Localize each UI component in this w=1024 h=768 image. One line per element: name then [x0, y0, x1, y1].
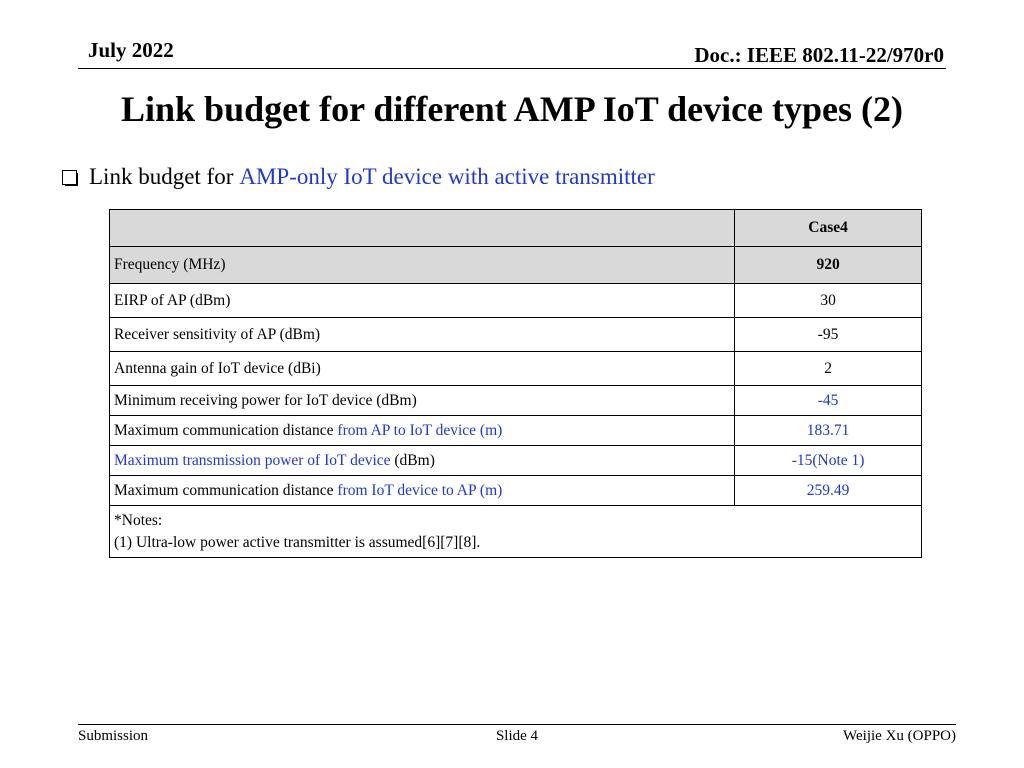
- row-label: [110, 446, 735, 476]
- row-value: 30: [735, 284, 922, 318]
- bullet-highlight: AMP-only IoT device with active transmitter: [239, 164, 655, 189]
- row-value: 259.49: [735, 476, 922, 506]
- table-header-row: [110, 210, 922, 247]
- notes-line: (1) Ultra-low power active transmitter is assumed[6][7][8].: [114, 533, 481, 551]
- bullet-item: [62, 164, 655, 190]
- checkbox-bullet-icon: [62, 170, 77, 185]
- footer-submission: Submission: [78, 728, 149, 744]
- slide-title: Link budget for different AMP IoT device types (2): [121, 89, 903, 129]
- row-value: -15(Note 1): [735, 446, 922, 476]
- row-label-highlight: from AP to IoT device (m): [337, 421, 503, 439]
- row-label-part: Maximum communication distance: [114, 481, 338, 499]
- row-label: Receiver sensitivity of AP (dBm): [110, 318, 735, 352]
- row-label-part: Maximum communication distance: [114, 421, 338, 439]
- row-label: Antenna gain of IoT device (dBi): [110, 352, 735, 386]
- header-doc-id: Doc.: IEEE 802.11-22/970r0: [694, 43, 944, 67]
- header-date: July 2022: [88, 38, 174, 62]
- frequency-value: 920: [735, 247, 922, 284]
- table-row: [110, 352, 922, 386]
- table-notes-row: [110, 506, 922, 558]
- table-row: [110, 476, 922, 506]
- table-header-case: Case4: [735, 210, 922, 247]
- bullet-prefix: Link budget for: [89, 164, 234, 189]
- frequency-label: Frequency (MHz): [110, 247, 735, 284]
- row-label: [110, 416, 735, 446]
- header-divider: [78, 68, 946, 69]
- footer-author: Weijie Xu (OPPO): [843, 728, 956, 744]
- row-label: Minimum receiving power for IoT device (dBm): [110, 386, 735, 416]
- table-row-frequency: [110, 247, 922, 284]
- row-label-part: (dBm): [390, 451, 435, 469]
- table-row: [110, 416, 922, 446]
- table-row: [110, 446, 922, 476]
- notes-title: *Notes:: [114, 511, 163, 529]
- row-value: -95: [735, 318, 922, 352]
- notes-cell: [110, 506, 922, 558]
- table-row: [110, 284, 922, 318]
- row-label-highlight: from IoT device to AP (m): [337, 481, 503, 499]
- row-value: 183.71: [735, 416, 922, 446]
- table-header-empty: [110, 210, 735, 247]
- table-row: [110, 318, 922, 352]
- row-value: -45: [735, 386, 922, 416]
- table-row: [110, 386, 922, 416]
- row-label: EIRP of AP (dBm): [110, 284, 735, 318]
- row-label: [110, 476, 735, 506]
- footer-slide-number: Slide 4: [495, 728, 539, 744]
- link-budget-table: [109, 209, 922, 558]
- row-label-highlight: Maximum transmission power of IoT device: [114, 451, 391, 469]
- footer-divider: [78, 724, 956, 725]
- row-value: 2: [735, 352, 922, 386]
